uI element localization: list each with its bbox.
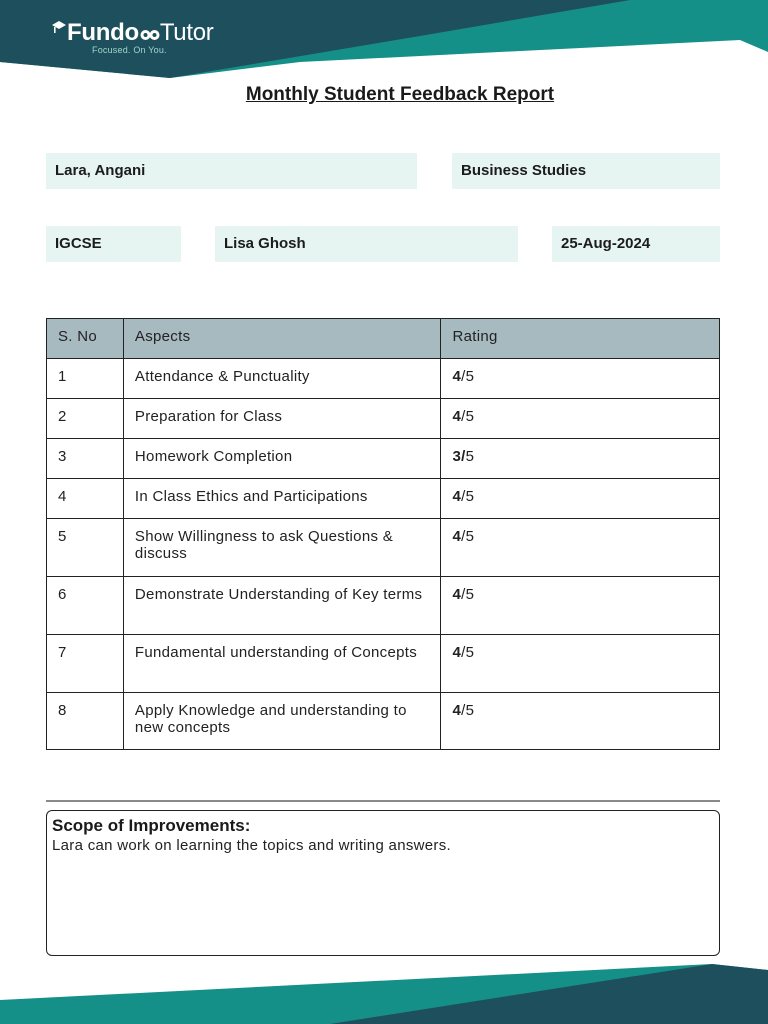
row-aspect: Demonstrate Understanding of Key terms — [123, 577, 441, 635]
table-row — [47, 635, 720, 693]
row-number: 3 — [47, 439, 124, 479]
scope-text: Lara can work on learning the topics and writing answers. — [52, 837, 451, 854]
subject-field: Business Studies — [452, 153, 720, 189]
brand-logo — [52, 18, 213, 55]
row-number: 4 — [47, 479, 124, 519]
rating-max: 5 — [465, 586, 475, 603]
scope-of-improvements-box — [46, 810, 720, 956]
row-rating — [441, 635, 720, 693]
row-number: 8 — [47, 693, 124, 750]
table-row — [47, 693, 720, 750]
feedback-table — [46, 318, 720, 750]
student-name-field: Lara, Angani — [46, 153, 417, 189]
row-rating — [441, 693, 720, 750]
table-row — [47, 519, 720, 577]
graduation-cap-icon — [52, 20, 66, 42]
rating-max: 5 — [465, 644, 475, 661]
page-title: Monthly Student Feedback Report — [245, 84, 555, 105]
owl-eyes-icon — [140, 28, 160, 42]
tutor-field: Lisa Ghosh — [215, 226, 518, 262]
row-number: 6 — [47, 577, 124, 635]
rating-max: 5 — [465, 368, 475, 385]
row-number: 5 — [47, 519, 124, 577]
date-field: 25-Aug-2024 — [552, 226, 720, 262]
rating-score: 4 — [452, 488, 462, 505]
rating-score: 4 — [452, 368, 462, 385]
rating-separator: / — [461, 644, 466, 661]
table-row — [47, 359, 720, 399]
row-rating — [441, 479, 720, 519]
section-divider — [46, 800, 720, 802]
row-rating — [441, 399, 720, 439]
rating-separator: / — [461, 702, 466, 719]
rating-score: 4 — [452, 408, 462, 425]
rating-score: 4 — [452, 528, 462, 545]
rating-score: 4 — [452, 586, 462, 603]
row-aspect: In Class Ethics and Participations — [123, 479, 441, 519]
rating-max: 5 — [465, 488, 475, 505]
table-row — [47, 399, 720, 439]
brand-name-second: Tutor — [159, 19, 214, 46]
row-rating — [441, 439, 720, 479]
rating-score: 4 — [452, 702, 462, 719]
rating-separator: / — [461, 408, 466, 425]
row-rating — [441, 577, 720, 635]
table-row — [47, 439, 720, 479]
row-number: 2 — [47, 399, 124, 439]
rating-max: 5 — [465, 408, 475, 425]
rating-score: 4 — [452, 644, 462, 661]
brand-tagline: Focused. On You. — [92, 45, 167, 55]
row-aspect: Preparation for Class — [123, 399, 441, 439]
row-aspect: Apply Knowledge and understanding to new concepts — [123, 693, 441, 750]
curriculum-field: IGCSE — [46, 226, 181, 262]
rating-separator: / — [461, 488, 466, 505]
row-number: 1 — [47, 359, 124, 399]
row-aspect: Fundamental understanding of Concepts — [123, 635, 441, 693]
footer-banner — [0, 960, 768, 1024]
row-number: 7 — [47, 635, 124, 693]
scope-title: Scope of Improvements: — [52, 816, 251, 835]
rating-max: 5 — [465, 702, 475, 719]
row-aspect: Show Willingness to ask Questions & discuss — [123, 519, 441, 577]
brand-name-first: Fundo — [67, 19, 139, 46]
table-header-row — [47, 319, 720, 359]
rating-max: 5 — [465, 528, 475, 545]
row-aspect: Homework Completion — [123, 439, 441, 479]
rating-score: 3/ — [452, 448, 466, 465]
rating-max: 5 — [465, 448, 475, 465]
rating-separator: / — [461, 586, 466, 603]
row-aspect: Attendance & Punctuality — [123, 359, 441, 399]
header-sno: S. No — [47, 319, 124, 359]
row-rating — [441, 359, 720, 399]
row-rating — [441, 519, 720, 577]
rating-separator: / — [461, 368, 466, 385]
header-aspects: Aspects — [123, 319, 441, 359]
rating-separator: / — [461, 528, 466, 545]
header-rating: Rating — [441, 319, 720, 359]
table-row — [47, 577, 720, 635]
table-row — [47, 479, 720, 519]
